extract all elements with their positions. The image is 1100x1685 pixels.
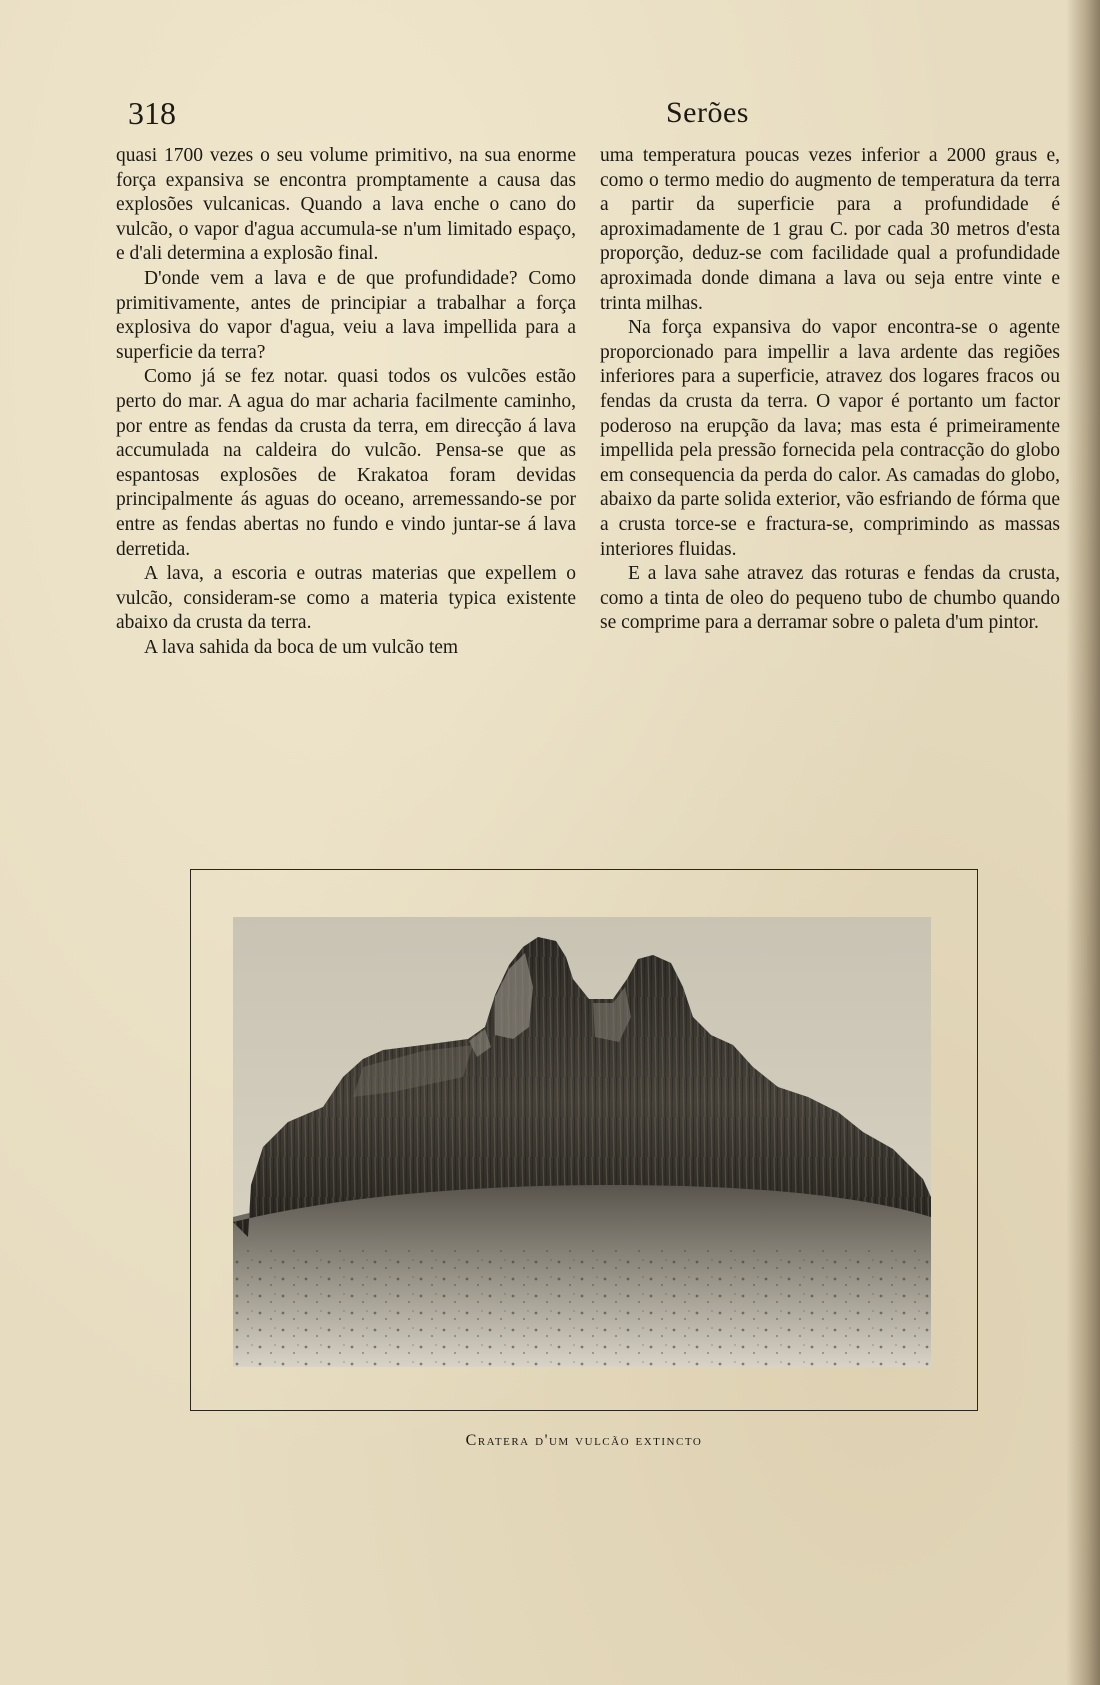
paragraph: D'onde vem a lava e de que profundidade? Como primitivamente, antes de principiar a trabalhar a força explosiva do vapor d'agua, veiu a lava impellida para a superficie da terra? [116, 267, 576, 363]
left-text-column [116, 144, 576, 660]
right-text-column [600, 144, 1060, 636]
page-number: 318 [128, 95, 176, 131]
figure-frame [190, 869, 978, 1411]
paragraph: Na força expansiva do vapor encontra-se o agente proporcionado para impellir a lava ardente das regiões inferiores para a superficie, atravez dos logares fracos ou fendas da crusta da terra. O vapor é portanto um factor poderoso na erupção da lava; mas esta é primeiramente impellida pela pressão fornecida pela contracção do globo em consequencia da perda do calor. As camadas do globo, abaixo da parte solida exterior, vão esfriando de fórma que a crusta torce-se e fractura-se, comprimindo as massas interiores fluidas. [600, 317, 1060, 560]
paragraph: A lava sahida da boca de um vulcão tem [144, 636, 459, 658]
paragraph: uma temperatura poucas vezes inferior a 2000 graus e, como o termo medio do augmento de temperatura da terra a partir da superficie para a profundidade é aproximadamente de 1 grau C. por cada 30 metros d'esta proporção, deduz-se com facilidade qual a profundidade aproximada donde dimana a lava ou seja entre vinte e trinta milhas. [600, 145, 1060, 314]
paragraph: quasi 1700 vezes o seu volume primitivo, na sua enorme força expansiva se encontra promptamente a causa das explosões vulcanicas. Quando a lava enche o cano do vulcão, o vapor d'agua accumula-se n'um limitado espaço, e d'ali determina a explosão final. [116, 145, 576, 265]
crater-photograph [233, 917, 931, 1367]
page-header [128, 92, 749, 134]
paragraph: Como já se fez notar. quasi todos os vulcões estão perto do mar. A agua do mar acharia facilmente caminho, por entre as fendas da crusta da terra, em direcção á lava accumulada na caldeira do vulcão. Pensa-se que as espantosas explosões de Krakatoa foram devidas principalmente ás aguas do oceano, arremessando-se por entre as fendas abertas no fundo e vindo juntar-se á lava derretida. [116, 366, 576, 560]
paragraph: A lava, a escoria e outras materias que expellem o vulcão, consideram-se como a materia typica existente abaixo da crusta da terra. [116, 563, 576, 634]
paragraph: E a lava sahe atravez das roturas e fendas da crusta, como a tinta de oleo do pequeno tubo de chumbo quando se comprime para a derramar sobre o paleta d'um pintor. [600, 563, 1060, 634]
running-title: Serões [666, 96, 749, 129]
page-spine-shadow [1066, 0, 1100, 1685]
figure-caption: Cratera d'um vulcão extincto [465, 1432, 703, 1449]
